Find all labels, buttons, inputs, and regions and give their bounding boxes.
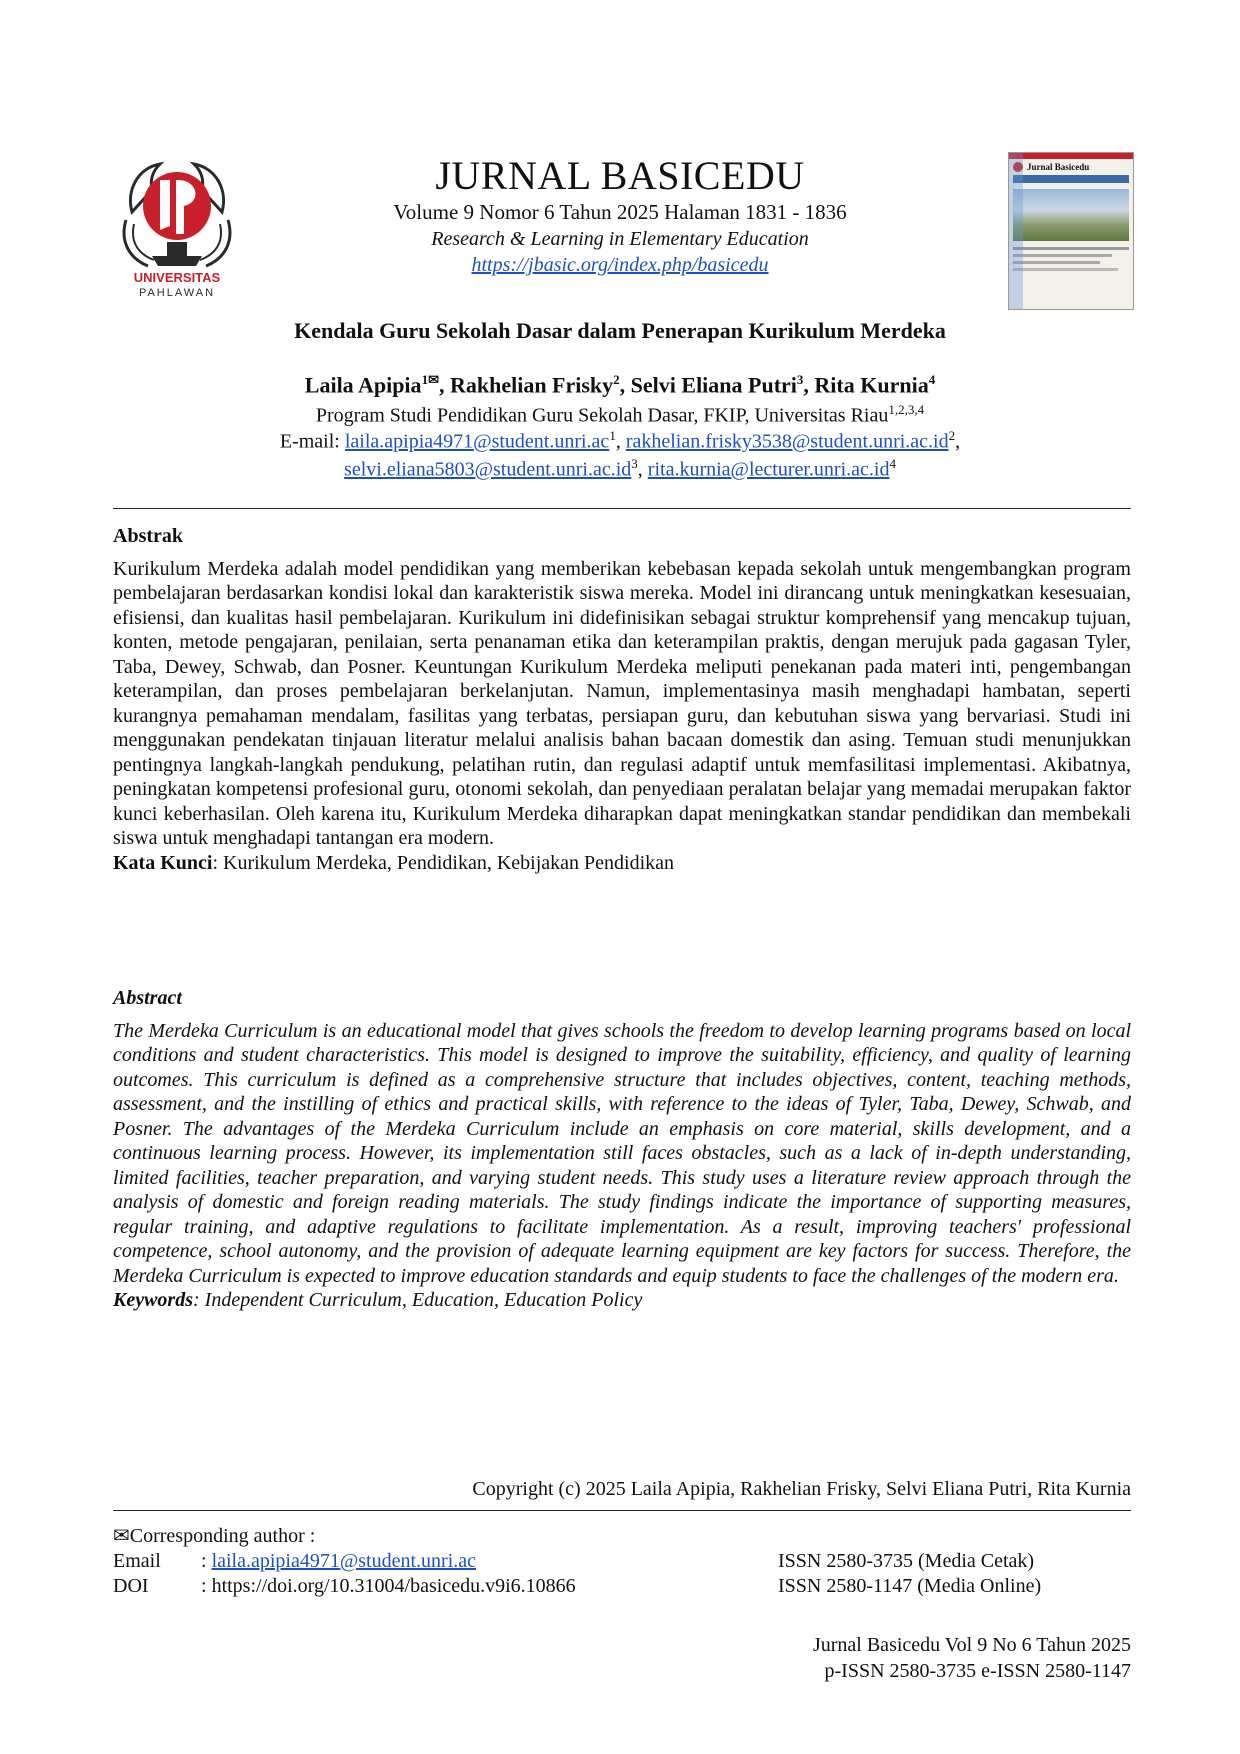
keywords-values: : Independent Curriculum, Education, Education Policy (193, 1289, 643, 1311)
author-name: Rakhelian Frisky (449, 372, 614, 398)
footer-journal-line: Jurnal Basicedu Vol 9 No 6 Tahun 2025 (812, 1634, 1131, 1656)
keywords-label: Keywords (113, 1289, 193, 1311)
email-sup: 1 (609, 428, 616, 443)
header-divider (113, 508, 1131, 509)
issn-print: ISSN 2580-3735 (Media Cetak) (778, 1550, 1035, 1572)
affiliation-sup: 1,2,3,4 (888, 402, 925, 417)
affiliation (0, 402, 1240, 428)
journal-volume: Volume 9 Nomor 6 Tahun 2025 Halaman 1831 - 1836 (393, 200, 847, 224)
abstrak-heading: Abstrak (113, 525, 184, 547)
abstrak-section (113, 524, 1131, 875)
corr-email-link[interactable]: laila.apipia4971@student.unri.ac (211, 1550, 477, 1572)
keywords (113, 1288, 1131, 1313)
journal-subtitle: Research & Learning in Elementary Education (431, 228, 809, 250)
doi-value: https://doi.org/10.31004/basicedu.v9i6.10866 (211, 1575, 576, 1597)
email-label: E-mail: (279, 430, 340, 453)
author-email-link[interactable]: rakhelian.frisky3538@student.unri.ac.id (625, 430, 949, 453)
kata-kunci (113, 851, 1131, 876)
journal-url-container (0, 254, 1240, 277)
copyright-notice: Copyright (c) 2025 Laila Apipia, Rakhelian Frisky, Selvi Eliana Putri, Rita Kurnia (472, 1478, 1131, 1500)
logo-text-pahlawan: PAHLAWAN (138, 287, 216, 299)
abstrak-body: Kurikulum Merdeka adalah model pendidikan yang memberikan kebebasan kepada sekolah untuk mengembangkan program pembelajaran berdasarkan kondisi lokal dan karakteristik siswa mereka. Model ini dirancang untuk meningkatkan kesesuaian, efisiensi, dan kualitas hasil pembelajaran. Kurikulum ini didefinisikan sebagai struktur komprehensif yang mencakup tujuan, konten, metode pengajaran, penilaian, serta penanaman etika dan keterampilan praktis, dengan merujuk pada gagasan Tyler, Taba, Dewey, Schwab, dan Posner. Keuntungan Kurikulum Merdeka meliputi penekanan pada materi inti, pengembangan keterampilan, dan proses pembelajaran berkelanjutan. Namun, implementasinya masih menghadapi hambatan, seperti kurangnya pemahaman mendalam, fasilitas yang terbatas, persiapan guru, dan kebutuhan siswa yang bervariasi. Studi ini menggunakan pendekatan tinjauan literatur melalui analisis bahan bacaan domestik dan asing. Temuan studi menunjukkan pentingnya langkah-langkah pendukung, pelatihan rutin, dan regulasi adaptif untuk memfasilitasi implementasi. Akibatnya, peningkatan kompetensi profesional guru, otonomi sekolah, dan penyediaan peralatan belajar yang memadai merupakan faktor kunci keberhasilan. Oleh karena itu, Kurikulum Merdeka diharapkan dapat meningkatkan standar pendidikan dan membekali siswa untuk menghadapi tantangan era modern. (113, 557, 1131, 849)
email-sup: 4 (889, 456, 896, 471)
corresponding-author-block: ✉Corresponding author : Email : laila.apipia4971@student.unri.ac ISSN 2580-3735 (Media Cetak) DOI : https://doi.org/10.31004/basicedu.v9i6.10866 ISSN 2580-1147 (Media Online) (113, 1524, 1131, 1599)
author-sup: 1✉ (421, 372, 439, 387)
footer-issn-line: p-ISSN 2580-3735 e-ISSN 2580-1147 (824, 1660, 1131, 1682)
author-name: Rita Kurnia (814, 372, 929, 398)
kata-kunci-label: Kata Kunci (113, 851, 213, 874)
footer-journal-info (813, 1632, 1131, 1684)
article-title: Kendala Guru Sekolah Dasar dalam Penerapan Kurikulum Merdeka (294, 318, 946, 343)
corr-email-label: Email (113, 1550, 161, 1572)
kata-kunci-values: : Kurikulum Merdeka, Pendidikan, Kebijakan Pendidikan (212, 851, 675, 874)
author-sup: 4 (928, 372, 936, 387)
abstract-body: The Merdeka Curriculum is an educational model that gives schools the freedom to develop learning programs based on local conditions and student characteristics. This model is designed to improve the suitability, efficiency, and quality of learning outcomes. This curriculum is defined as a comprehensive structure that includes objectives, content, teaching methods, assessment, and the instilling of ethics and practical skills, with reference to the ideas of Tyler, Taba, Dewey, Schwab, and Posner. The advantages of the Merdeka Curriculum include an emphasis on core material, skills development, and a continuous learning process. However, its implementation still faces obstacles, such as a lack of in-depth understanding, limited facilities, teacher preparation, and varying student needs. This study uses a literature review approach through the analysis of domestic and foreign reading materials. The study findings indicate the importance of supporting measures, regular training, and adaptive regulations to facilitate implementation. As a result, improving teachers' professional competence, school autonomy, and the provision of adequate learning equipment are key factors for success. Therefore, the Merdeka Curriculum is expected to improve education standards and equip students to face the challenges of the modern era. (113, 1019, 1131, 1287)
author-sup: 3 (796, 372, 804, 387)
abstract-heading: Abstract (113, 987, 182, 1009)
author-email-link[interactable]: laila.apipia4971@student.unri.ac (344, 430, 610, 453)
journal-url-link[interactable]: https://jbasic.org/index.php/basicedu (471, 254, 769, 276)
affiliation-text: Program Studi Pendidikan Guru Sekolah Dasar, FKIP, Universitas Riau (315, 404, 889, 427)
email-sup: 2 (948, 428, 956, 443)
author-name: Laila Apipia (304, 372, 422, 398)
logo-text-universitas: UNIVERSITAS (133, 270, 221, 285)
author-emails-line-2: $selvi.eliana5803@student.unri.ac.id^3$, $rita.kurnia@lecturer.unri.ac.id^4$ (344, 456, 896, 481)
email-sup: 3 (631, 456, 638, 471)
journal-title: JURNAL BASICEDU (435, 153, 805, 198)
corresponding-author-label: ✉Corresponding author : (113, 1525, 316, 1547)
cover-title: Jurnal Basicedu (1027, 162, 1090, 172)
abstract-section (113, 986, 1131, 1313)
author-list: Laila Apipia$^{1✉}$, Rakhelian Frisky$^2$, Selvi Eliana Putri$^3$, Rita Kurnia$^4$ (304, 372, 936, 398)
author-sup: 2 (613, 372, 620, 387)
doi-label: DOI (113, 1575, 149, 1597)
author-emails-line-1: E-mail: $laila.apipia4971@student.unri.ac^1$, $rakhelian.frisky3538@student.unri.ac.id^2$, (279, 428, 961, 453)
author-email-link[interactable]: selvi.eliana5803@student.unri.ac.id (344, 458, 632, 481)
author-name: Selvi Eliana Putri (630, 372, 797, 398)
issn-online: ISSN 2580-1147 (Media Online) (778, 1575, 1042, 1597)
author-email-link[interactable]: rita.kurnia@lecturer.unri.ac.id (647, 458, 890, 481)
mail-icon: ✉ (428, 372, 439, 387)
footer-divider (113, 1510, 1131, 1511)
